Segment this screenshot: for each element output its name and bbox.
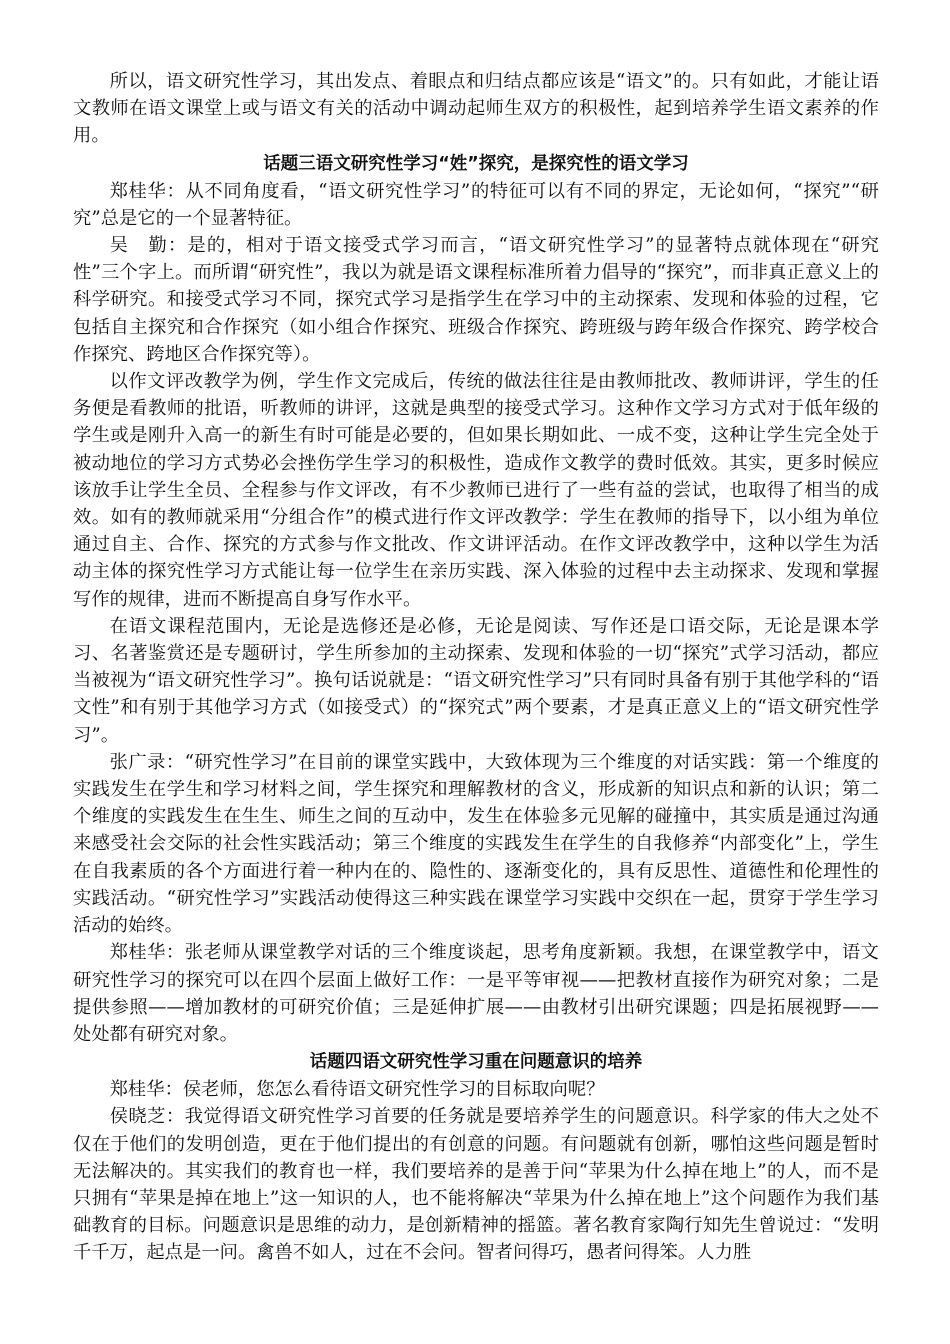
topic4-heading: 话题四语文研究性学习重在问题意识的培养	[309, 1052, 643, 1073]
document-page	[73, 68, 879, 1267]
topic3-paragraph: 郑桂华：张老师从课堂教学对话的三个维度谈起，思考角度新颖。我想，在课堂教学中，语文研究性学习的探究可以在四个层面上做好工作：一是平等审视——把教材直接作为研究对象；二是提供参照——增加教材的可研究价值；三是延伸扩展——由教材引出研究课题；四是拓展视野——处处都有研究对象。	[73, 942, 879, 1045]
topic3-paragraph: 郑桂华：从不同角度看，“语文研究性学习”的特征可以有不同的界定，无论如何，“探究”“研究”总是它的一个显著特征。	[73, 180, 879, 229]
topic4-paragraph: 侯晓芝：我觉得语文研究性学习首要的任务就是要培养学生的问题意识。科学家的伟大之处不仅在于他们的发明创造，更在于他们提出的有创意的问题。有问题就有创新，哪怕这些问题是暂时无法解决的。其实我们的教育也一样，我们要培养的是善于问“苹果为什么掉在地上”的人，而不是只拥有“苹果是掉在地上”这一知识的人，也不能将解决“苹果为什么掉在地上”这个问题作为我们基础教育的目标。问题意识是思维的动力，是创新精神的摇篮。著名教育家陶行知先生曾说过：“发明千千万，起点是一问。禽兽不如人，过在不会问。智者问得巧，愚者问得笨。人力胜	[73, 1106, 879, 1264]
topic3-paragraph: 以作文评改教学为例，学生作文完成后，传统的做法往往是由教师批改、教师讲评，学生的任务便是看教师的批语，听教师的讲评，这就是典型的接受式学习。这种作文学习方式对于低年级的学生或是刚升入高一的新生有时可能是必要的，但如果长期如此、一成不变，这种让学生完全处于被动地位的学习方式势必会挫伤学生学习的积极性，造成作文教学的费时低效。其实，更多时候应该放手让学生全员、全程参与作文评改，有不少教师已进行了一些有益的尝试，也取得了相当的成效。如有的教师就采用“分组合作”的模式进行作文评改教学：学生在教师的指导下，以小组为单位通过自主、合作、探究的方式参与作文批改、作文讲评活动。在作文评改教学中，这种以学生为活动主体的探究性学习方式能让每一位学生在亲历实践、深入体验的过程中去主动探求、发现和掌握写作的规律，进而不断提高自身写作水平。	[73, 371, 879, 610]
topic3-heading: 话题三语文研究性学习“姓”探究，是探究性的语文学习	[263, 153, 689, 174]
topic3-paragraph: 吴 勤：是的，相对于语文接受式学习而言，“语文研究性学习”的显著特点就体现在“研究性”三个字上。而所谓“研究性”，我以为就是语文课程标准所着力倡导的“探究”，而非真正意义上的科学研究。和接受式学习不同，探究式学习是指学生在学习中的主动探索、发现和体验的过程，它包括自主探究和合作探究（如小组合作探究、班级合作探究、跨班级与跨年级合作探究、跨学校合作探究、跨地区合作探究等）。	[73, 235, 879, 365]
topic3-paragraph: 在语文课程范围内，无论是选修还是必修，无论是阅读、写作还是口语交际，无论是课本学习、名著鉴赏还是专题研讨，学生所参加的主动探索、发现和体验的一切“探究”式学习活动，都应当被视为“语文研究性学习”。换句话说就是：“语文研究性学习”只有同时具备有别于其他学科的“语文性”和有别于其他学习方式（如接受式）的“探究式”两个要素，才是真正意义上的“语文研究性学习”。	[73, 615, 879, 746]
topic4-paragraph: 郑桂华：侯老师，您怎么看待语文研究性学习的目标取向呢？	[109, 1079, 605, 1101]
topic3-paragraph: 张广录：“研究性学习”在目前的课堂实践中，大致体现为三个维度的对话实践：第一个维度的实践发生在学生和学习材料之间，学生探究和理解教材的含义，形成新的知识点和新的认识；第二个维度的实践发生在生生、师生之间的互动中，发生在体验多元见解的碰撞中，其实质是通过沟通来感受社会交际的社会性实践活动；第三个维度的实践发生在学生的自我修养“内部变化”上，学生在自我素质的各个方面进行着一种内在的、隐性的、逐渐变化的，具有反思性、道德性和伦理性的实践活动。“研究性学习”实践活动使得这三种实践在课堂学习实践中交织在一起，贯穿于学生学习活动的始终。	[73, 751, 879, 937]
intro-paragraph: 所以，语文研究性学习，其出发点、着眼点和归结点都应该是“语文”的。只有如此，才能让语文教师在语文课堂上或与语文有关的活动中调动起师生双方的积极性，起到培养学生语文素养的作用。	[73, 71, 879, 147]
